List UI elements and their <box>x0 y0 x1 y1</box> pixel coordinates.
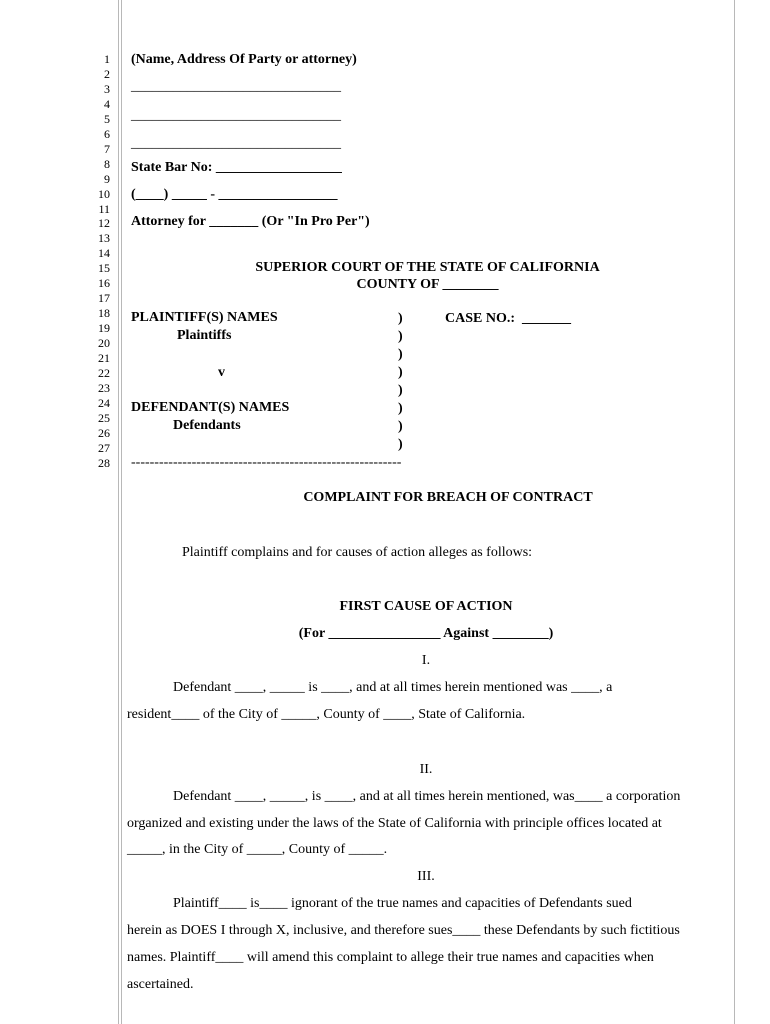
line-number: 14 <box>98 246 110 261</box>
caption-divider: ---------------------------------------------------------- <box>131 455 402 470</box>
document-title: COMPLAINT FOR BREACH OF CONTRACT <box>303 490 593 505</box>
caption-paren: ) <box>398 329 403 344</box>
caption-paren: ) <box>398 311 403 326</box>
line-number: 13 <box>98 231 110 246</box>
line-number: 15 <box>98 261 110 276</box>
phone-number: (____) _____ - _________________ <box>131 187 338 202</box>
line-number: 10 <box>98 186 110 201</box>
line-number: 25 <box>98 410 110 425</box>
line-number: 26 <box>98 425 110 440</box>
line-number: 1 <box>104 52 110 66</box>
address-line-1: ______________________________ <box>131 79 341 94</box>
versus: v <box>218 365 225 380</box>
cause-subtitle: (For ________________ Against ________) <box>298 626 554 641</box>
section-line: herein as DOES I through X, inclusive, and therefore sues____ these Defendants by such fictitious <box>127 923 680 938</box>
line-number: 27 <box>98 440 110 455</box>
left-margin-rule-inner <box>121 0 122 1024</box>
defendants-label: Defendants <box>173 418 241 433</box>
line-number: 8 <box>104 156 110 171</box>
section-line: Plaintiff____ is____ ignorant of the true names and capacities of Defendants sued <box>173 896 632 911</box>
plaintiffs-label: Plaintiffs <box>177 328 232 343</box>
plaintiff-names: PLAINTIFF(S) NAMES <box>131 310 278 325</box>
line-number: 2 <box>104 66 110 81</box>
caption-paren: ) <box>398 365 403 380</box>
line-number: 22 <box>98 365 110 380</box>
line-number: 12 <box>98 216 110 231</box>
section-line: organized and existing under the laws of the State of California with principle offices located at <box>127 816 662 831</box>
section-line: _____, in the City of _____, County of _____. <box>127 842 388 857</box>
court-county: COUNTY OF ________ <box>356 277 499 292</box>
defendant-names: DEFENDANT(S) NAMES <box>131 400 290 415</box>
address-line-2: ______________________________ <box>131 108 341 123</box>
line-number: 21 <box>98 351 110 365</box>
line-number: 4 <box>104 96 110 111</box>
intro-paragraph: Plaintiff complains and for causes of action alleges as follows: <box>182 545 533 560</box>
line-number: 5 <box>104 111 110 126</box>
section-numeral: II. <box>419 762 433 777</box>
address-line-3: ______________________________ <box>131 136 341 151</box>
right-margin-rule <box>734 0 735 1024</box>
line-number: 18 <box>98 306 110 321</box>
section-line: names. Plaintiff____ will amend this complaint to allege their true names and capacities when <box>127 950 654 965</box>
line-number: 11 <box>98 201 110 216</box>
line-number: 19 <box>98 321 110 336</box>
line-number: 17 <box>98 291 110 306</box>
cause-title: FIRST CAUSE OF ACTION <box>339 599 513 614</box>
caption-paren: ) <box>398 383 403 398</box>
state-bar-number: State Bar No: __________________ <box>131 160 342 175</box>
left-margin-rule <box>118 0 119 1024</box>
section-numeral: I. <box>421 653 431 668</box>
section-line: ascertained. <box>127 977 194 992</box>
line-number: 3 <box>104 81 110 96</box>
line-number: 23 <box>98 380 110 395</box>
case-number: CASE NO.: _______ <box>445 311 572 326</box>
party-label: (Name, Address Of Party or attorney) <box>131 52 357 67</box>
line-number: 16 <box>98 276 110 291</box>
section-numeral: III. <box>417 869 435 884</box>
caption-paren: ) <box>398 419 403 434</box>
section-line: Defendant ____, _____, is ____, and at all times herein mentioned, was____ a corporation <box>173 789 681 804</box>
line-number: 20 <box>98 336 110 351</box>
line-number: 6 <box>104 126 110 141</box>
line-number: 28 <box>98 455 110 470</box>
section-line: Defendant ____, _____ is ____, and at all times herein mentioned was ____, a <box>173 680 613 695</box>
line-number: 24 <box>98 395 110 410</box>
court-name: SUPERIOR COURT OF THE STATE OF CALIFORNIA <box>255 260 600 275</box>
line-number: 9 <box>104 171 110 186</box>
section-line: resident____ of the City of _____, County of ____, State of California. <box>127 707 526 722</box>
caption-paren: ) <box>398 437 403 452</box>
caption-paren: ) <box>398 347 403 362</box>
attorney-for: Attorney for _______ (Or "In Pro Per") <box>131 214 370 229</box>
caption-paren: ) <box>398 401 403 416</box>
line-number: 7 <box>104 141 110 156</box>
